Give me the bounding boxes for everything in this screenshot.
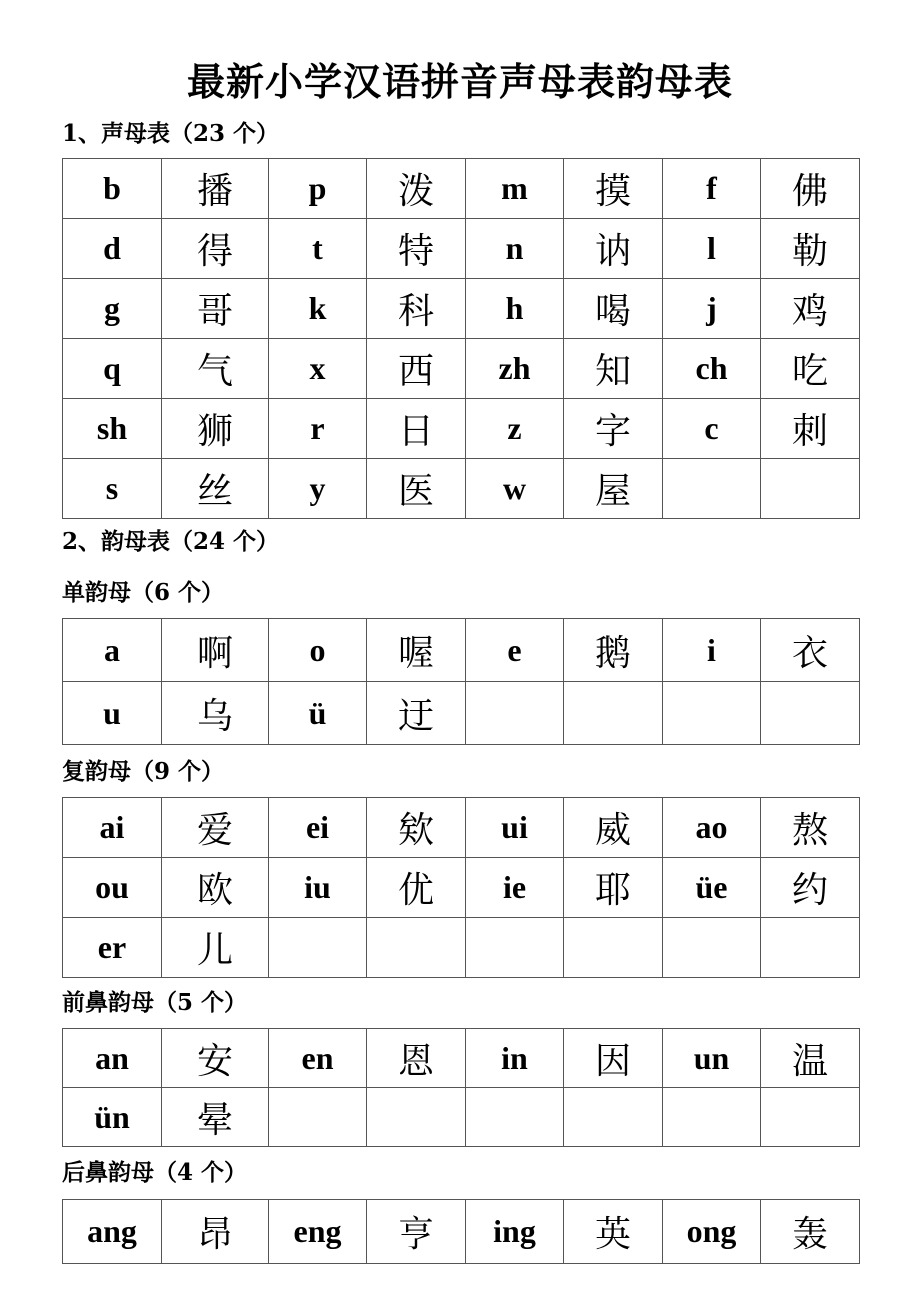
hanzi-cell: 英	[564, 1200, 663, 1264]
hanzi-cell: 欧	[162, 858, 269, 918]
hanzi-cell: 优	[367, 858, 466, 918]
hanzi-cell: 泼	[367, 159, 466, 219]
hanzi-cell: 爱	[162, 798, 269, 858]
hou-biyunmu-table	[62, 1199, 860, 1264]
hanzi-cell: 播	[162, 159, 269, 219]
table-row	[63, 399, 860, 459]
hanzi-cell: 得	[162, 219, 269, 279]
pinyin-cell: ong	[663, 1200, 761, 1264]
hanzi-cell: 熬	[761, 798, 860, 858]
table-row	[63, 798, 860, 858]
pinyin-cell: a	[63, 619, 162, 682]
pinyin-cell: l	[663, 219, 761, 279]
pinyin-cell: d	[63, 219, 162, 279]
pinyin-cell: y	[269, 459, 367, 519]
pinyin-cell	[466, 682, 564, 745]
hanzi-cell: 因	[564, 1029, 663, 1088]
pinyin-cell: n	[466, 219, 564, 279]
pinyin-cell	[466, 918, 564, 978]
hanzi-cell: 乌	[162, 682, 269, 745]
pinyin-cell: j	[663, 279, 761, 339]
pinyin-cell: eng	[269, 1200, 367, 1264]
page-title: 最新小学汉语拼音声母表韵母表	[186, 59, 733, 104]
pinyin-cell: an	[63, 1029, 162, 1088]
hanzi-cell: 西	[367, 339, 466, 399]
hanzi-cell: 喝	[564, 279, 663, 339]
table-row	[63, 1029, 860, 1088]
hanzi-cell: 气	[162, 339, 269, 399]
hanzi-cell: 温	[761, 1029, 860, 1088]
pinyin-cell: ai	[63, 798, 162, 858]
hanzi-cell: 科	[367, 279, 466, 339]
dan-yunmu-label: 单韵母（6 个）	[62, 579, 225, 606]
hanzi-cell	[761, 918, 860, 978]
table-row	[63, 159, 860, 219]
pinyin-cell: ei	[269, 798, 367, 858]
shengmu-table	[62, 158, 860, 519]
hanzi-cell: 晕	[162, 1088, 269, 1147]
hanzi-cell: 讷	[564, 219, 663, 279]
pinyin-cell: zh	[466, 339, 564, 399]
pinyin-cell: z	[466, 399, 564, 459]
hanzi-cell: 特	[367, 219, 466, 279]
hanzi-cell: 哥	[162, 279, 269, 339]
hanzi-cell	[761, 459, 860, 519]
pinyin-cell: ie	[466, 858, 564, 918]
pinyin-cell: w	[466, 459, 564, 519]
pinyin-cell: c	[663, 399, 761, 459]
hanzi-cell: 医	[367, 459, 466, 519]
table-row	[63, 219, 860, 279]
pinyin-cell: m	[466, 159, 564, 219]
pinyin-cell: i	[663, 619, 761, 682]
pinyin-cell: o	[269, 619, 367, 682]
table-row	[63, 682, 860, 745]
hanzi-cell: 字	[564, 399, 663, 459]
hanzi-cell: 昂	[162, 1200, 269, 1264]
table-row	[63, 279, 860, 339]
pinyin-cell: ou	[63, 858, 162, 918]
hanzi-cell: 丝	[162, 459, 269, 519]
hou-biyunmu-label: 后鼻韵母（4 个）	[62, 1159, 248, 1186]
pinyin-cell: p	[269, 159, 367, 219]
hanzi-cell: 喔	[367, 619, 466, 682]
pinyin-cell: iu	[269, 858, 367, 918]
hanzi-cell: 啊	[162, 619, 269, 682]
pinyin-cell: ü	[269, 682, 367, 745]
hanzi-cell	[367, 1088, 466, 1147]
pinyin-cell: en	[269, 1029, 367, 1088]
hanzi-cell: 衣	[761, 619, 860, 682]
pinyin-cell: f	[663, 159, 761, 219]
hanzi-cell: 鸡	[761, 279, 860, 339]
qian-biyunmu-table	[62, 1028, 860, 1147]
pinyin-cell: un	[663, 1029, 761, 1088]
hanzi-cell: 轰	[761, 1200, 860, 1264]
qian-biyunmu-label: 前鼻韵母（5 个）	[62, 989, 248, 1016]
hanzi-cell: 吃	[761, 339, 860, 399]
hanzi-cell	[761, 682, 860, 745]
pinyin-cell: u	[63, 682, 162, 745]
pinyin-cell: b	[63, 159, 162, 219]
table-row	[63, 1200, 860, 1264]
hanzi-cell	[761, 1088, 860, 1147]
hanzi-cell: 儿	[162, 918, 269, 978]
pinyin-cell: e	[466, 619, 564, 682]
pinyin-cell: üe	[663, 858, 761, 918]
pinyin-cell	[269, 918, 367, 978]
hanzi-cell: 知	[564, 339, 663, 399]
pinyin-cell	[663, 918, 761, 978]
table-row	[63, 858, 860, 918]
pinyin-cell	[466, 1088, 564, 1147]
hanzi-cell: 勒	[761, 219, 860, 279]
fu-yunmu-label: 复韵母（9 个）	[62, 758, 225, 785]
shengmu-label: 1、声母表（23 个）	[62, 120, 280, 147]
pinyin-cell: r	[269, 399, 367, 459]
pinyin-cell: ch	[663, 339, 761, 399]
table-row	[63, 459, 860, 519]
hanzi-cell: 安	[162, 1029, 269, 1088]
dan-yunmu-table	[62, 618, 860, 745]
pinyin-cell: k	[269, 279, 367, 339]
pinyin-cell: h	[466, 279, 564, 339]
pinyin-cell	[663, 459, 761, 519]
table-row	[63, 339, 860, 399]
pinyin-cell: in	[466, 1029, 564, 1088]
pinyin-cell: ui	[466, 798, 564, 858]
hanzi-cell: 亨	[367, 1200, 466, 1264]
hanzi-cell: 狮	[162, 399, 269, 459]
pinyin-cell: g	[63, 279, 162, 339]
pinyin-cell	[663, 682, 761, 745]
table-row	[63, 619, 860, 682]
pinyin-cell: x	[269, 339, 367, 399]
hanzi-cell	[564, 918, 663, 978]
hanzi-cell	[367, 918, 466, 978]
hanzi-cell: 恩	[367, 1029, 466, 1088]
hanzi-cell: 迂	[367, 682, 466, 745]
hanzi-cell: 日	[367, 399, 466, 459]
pinyin-cell	[269, 1088, 367, 1147]
hanzi-cell: 屋	[564, 459, 663, 519]
pinyin-cell: s	[63, 459, 162, 519]
pinyin-cell: sh	[63, 399, 162, 459]
hanzi-cell: 刺	[761, 399, 860, 459]
pinyin-cell: q	[63, 339, 162, 399]
table-row	[63, 1088, 860, 1147]
hanzi-cell: 威	[564, 798, 663, 858]
hanzi-cell: 鹅	[564, 619, 663, 682]
pinyin-cell: ün	[63, 1088, 162, 1147]
yunmu-label: 2、韵母表（24 个）	[62, 528, 280, 555]
pinyin-cell: ao	[663, 798, 761, 858]
pinyin-cell: ing	[466, 1200, 564, 1264]
pinyin-cell	[663, 1088, 761, 1147]
fu-yunmu-table	[62, 797, 860, 978]
pinyin-cell: t	[269, 219, 367, 279]
hanzi-cell	[564, 1088, 663, 1147]
table-row	[63, 918, 860, 978]
hanzi-cell	[564, 682, 663, 745]
hanzi-cell: 欸	[367, 798, 466, 858]
hanzi-cell: 摸	[564, 159, 663, 219]
hanzi-cell: 约	[761, 858, 860, 918]
hanzi-cell: 佛	[761, 159, 860, 219]
pinyin-cell: er	[63, 918, 162, 978]
hanzi-cell: 耶	[564, 858, 663, 918]
pinyin-cell: ang	[63, 1200, 162, 1264]
